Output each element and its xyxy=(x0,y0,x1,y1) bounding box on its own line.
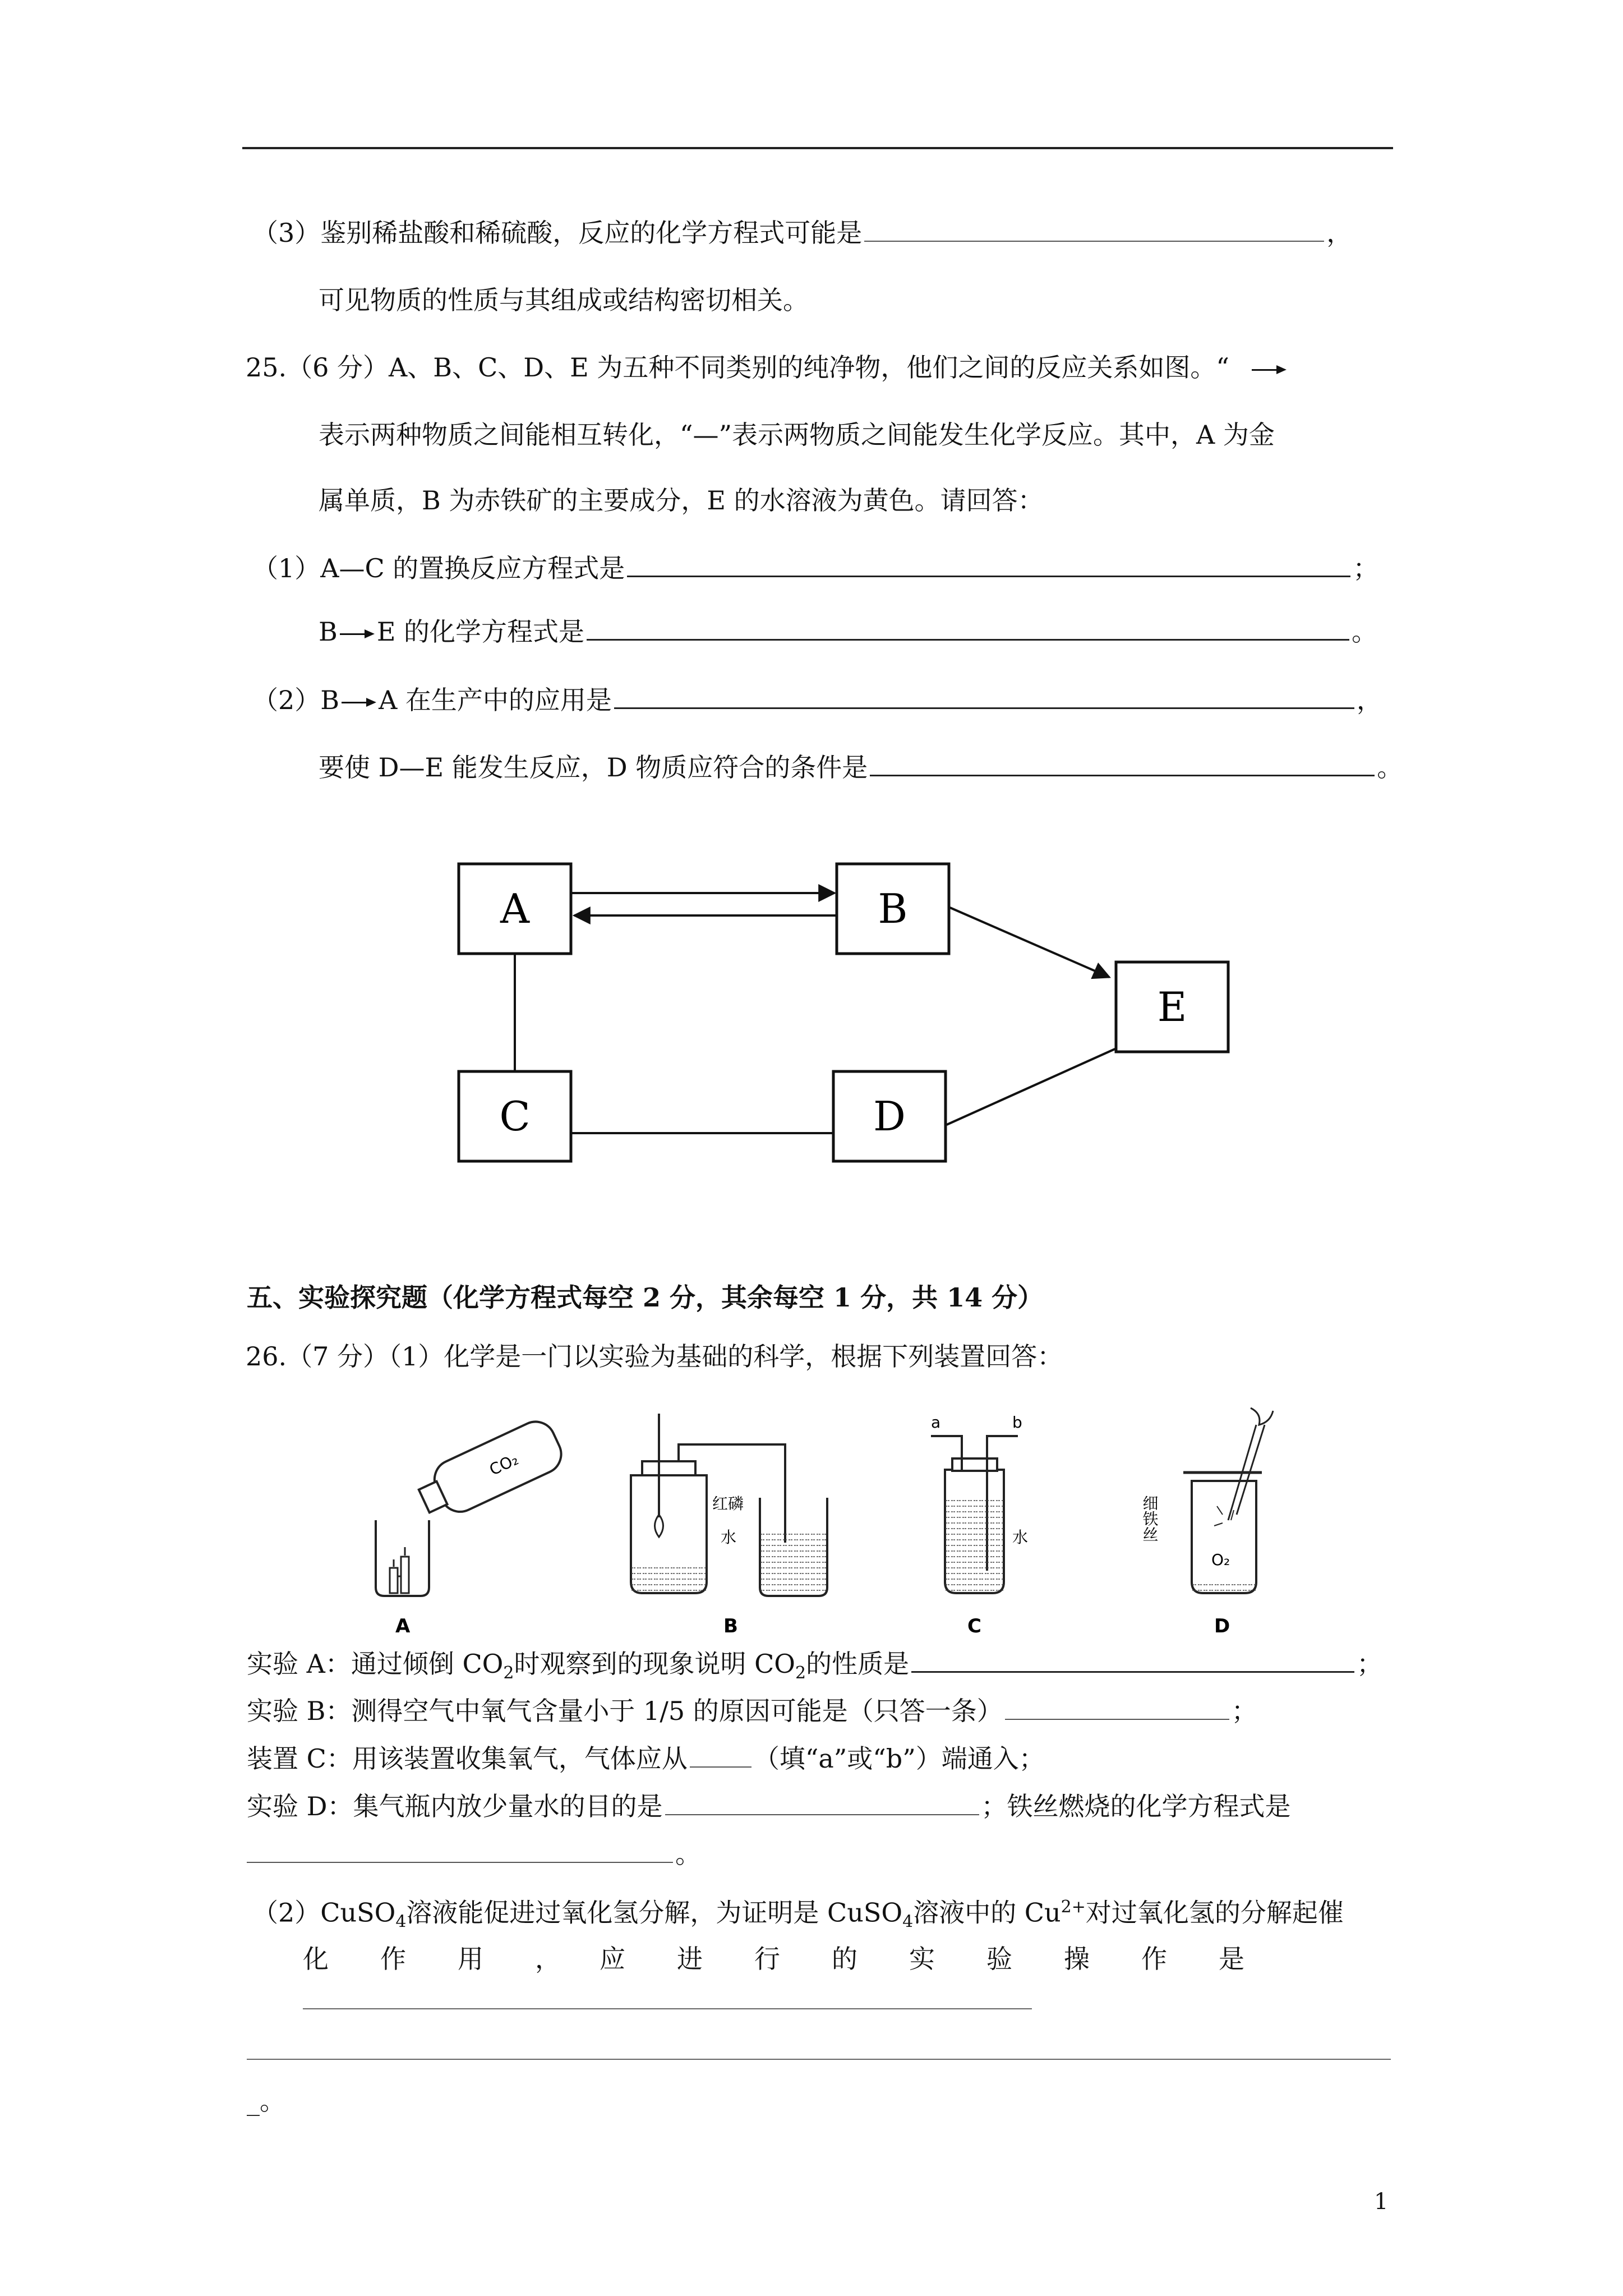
apparatus-a xyxy=(376,1415,568,1637)
iron-wire-label: 细铁丝 xyxy=(1140,1495,1159,1542)
node-B xyxy=(837,864,949,954)
q25-intro-line2: 表示两种物质之间能相互转化，“—”表示两物质之间能发生化学反应。其中，A 为金 xyxy=(319,420,1275,450)
port-b-label: b xyxy=(1012,1413,1022,1432)
exp-d-line: 实验 D：集气瓶内放少量水的目的是 ；铁丝燃烧的化学方程式是 xyxy=(247,1789,1291,1823)
node-C xyxy=(459,1071,571,1161)
node-C-label: C xyxy=(499,1093,531,1140)
o2-label: O₂ xyxy=(1211,1550,1230,1569)
apparatus-a-label: A xyxy=(395,1615,411,1637)
q25-2a-answer-blank[interactable] xyxy=(614,683,1354,709)
q25-part2b: 要使 D—E 能发生反应，D 物质应符合的条件是 。 xyxy=(319,750,1403,784)
water-b-label: 水 xyxy=(721,1528,737,1547)
red-phosphorus-label: 红磷 xyxy=(712,1494,744,1513)
exp-a-line: 实验 A：通过倾倒 $CO_2$时观察到的现象说明 $CO_2$的性质是 ； xyxy=(247,1646,1382,1690)
apparatus-b xyxy=(631,1414,827,1637)
reaction-relationship-diagram xyxy=(437,841,1256,1189)
apparatus-c-label: C xyxy=(967,1615,981,1637)
edge-b-to-e xyxy=(950,908,1109,977)
q25-2b-answer-blank[interactable] xyxy=(870,750,1375,776)
q26-part2-line1: （2）CuSO$_4$溶液能促进过氧化氢分解，为证明是 CuSO$_4$溶液中的 $Cu^{2+}$对过氧化氢的分解起催 xyxy=(252,1897,1344,1932)
node-E-label: E xyxy=(1157,983,1187,1030)
exp-d-purpose-blank[interactable] xyxy=(665,1789,979,1815)
arrow-icon xyxy=(340,628,375,639)
q24-3-line1: （3）鉴别稀盐酸和稀硫酸，反应的化学方程式可能是 ， xyxy=(252,216,1352,250)
q25-part2a: （2）B A 在生产中的应用是 ， xyxy=(252,683,1382,717)
q25-part1b: B E 的化学方程式是 。 xyxy=(319,614,1377,648)
q25-intro-line3: 属单质，B 为赤铁矿的主要成分，E 的水溶液为黄色。请回答： xyxy=(319,485,1044,516)
device-c-answer-blank[interactable] xyxy=(690,1742,751,1768)
q25-intro-line1: 25.（6 分）A、B、C、D、E 为五种不同类别的纯净物，他们之间的反应关系如图。“ xyxy=(246,351,1287,384)
node-E xyxy=(1116,962,1228,1052)
exp-d-equation-blank[interactable] xyxy=(247,1837,673,1863)
header-rule xyxy=(242,147,1393,149)
co2-label: CO₂ xyxy=(486,1450,522,1479)
exp-b-line: 实验 B：测得空气中氧气含量小于 1/5 的原因可能是（只答一条） ； xyxy=(247,1694,1257,1728)
q24-3-answer-blank[interactable] xyxy=(864,216,1324,242)
q24-3-line2: 可见物质的性质与其组成或结构密切相关。 xyxy=(319,285,809,315)
apparatus-d-label: D xyxy=(1214,1615,1230,1637)
q25-1b-answer-blank[interactable] xyxy=(587,614,1349,641)
q26-intro: 26.（7 分）（1）化学是一门以实验为基础的科学，根据下列装置回答： xyxy=(246,1341,1063,1372)
q25-1a-answer-blank[interactable] xyxy=(627,551,1350,577)
node-A-label: A xyxy=(500,885,529,932)
apparatus-b-label: B xyxy=(723,1615,738,1637)
node-D-label: D xyxy=(873,1093,906,1140)
page-number: 1 xyxy=(1374,2189,1389,2215)
q26-part2-answer-blank-2[interactable] xyxy=(247,2059,1391,2060)
q26-part2-end: _。 xyxy=(247,2086,285,2116)
arrow-icon xyxy=(1252,364,1287,375)
edge-d-e xyxy=(947,1049,1115,1125)
apparatus-figure xyxy=(348,1402,1301,1638)
water-c-label: 水 xyxy=(1012,1528,1029,1547)
node-D xyxy=(833,1071,946,1161)
device-c-line: 装置 C：用该装置收集氧气，气体应从 （填“a”或“b”）端通入； xyxy=(247,1742,1045,1775)
node-A xyxy=(459,864,571,954)
port-a-label: a xyxy=(931,1413,941,1432)
q26-part2-line2: 化 作 用 ， 应 进 行 的 实 验 操 作 是 xyxy=(303,1944,1244,1974)
q26-part2-answer-blank-1[interactable] xyxy=(303,2008,1032,2009)
node-B-label: B xyxy=(878,885,908,932)
apparatus-d xyxy=(1141,1408,1274,1637)
q25-part1a: （1）A—C 的置换反应方程式是 ； xyxy=(252,551,1378,585)
section-5-title: 五、实验探究题（化学方程式每空 2 分，其余每空 1 分，共 14 分） xyxy=(247,1282,1044,1313)
arrow-icon xyxy=(342,697,376,708)
exp-a-answer-blank[interactable] xyxy=(911,1646,1354,1673)
exp-d-equation-line: 。 xyxy=(247,1837,701,1871)
exp-b-answer-blank[interactable] xyxy=(1005,1694,1229,1720)
apparatus-c xyxy=(931,1413,1028,1637)
